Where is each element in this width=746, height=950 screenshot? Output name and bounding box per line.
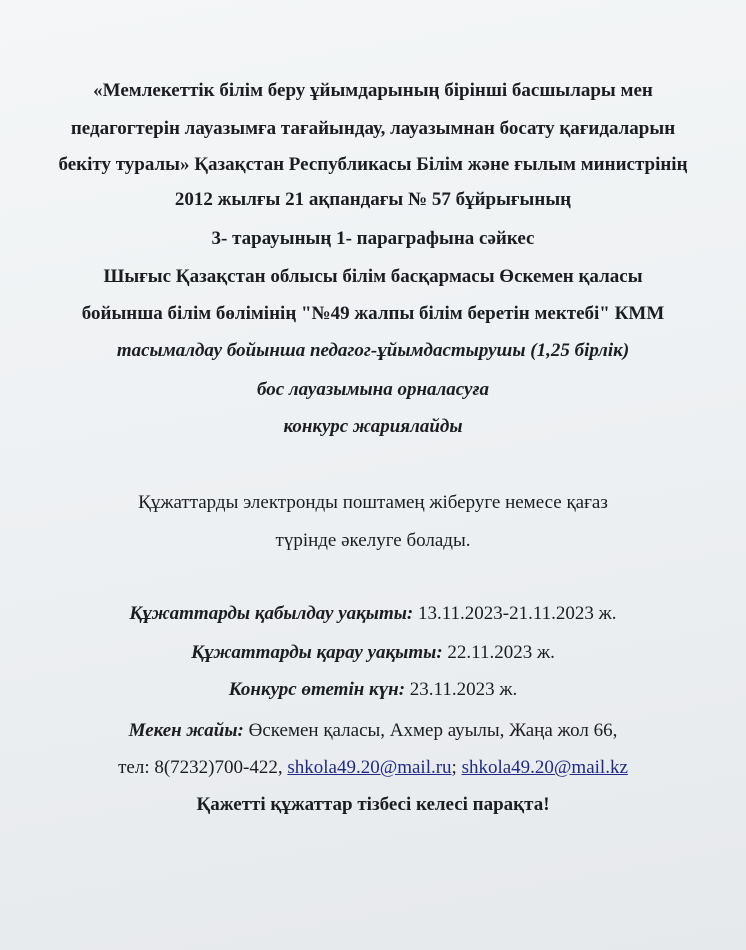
title-line-1: «Мемлекеттік білім беру ұйымдарының бірінші басшылары мен bbox=[93, 80, 653, 101]
address bbox=[0, 719, 746, 743]
review-value: 22.11.2023 ж. bbox=[442, 642, 555, 663]
contest-value: 23.11.2023 ж. bbox=[405, 679, 518, 700]
phone-text: тел: 8(7232)700-422, bbox=[118, 757, 288, 778]
title-line-5: 3- тарауының 1- параграфына сәйкес bbox=[211, 228, 535, 249]
review-period bbox=[0, 641, 746, 665]
title-line-7: бойынша білім бөлімінің "№49 жалпы білім беретін мектебі" КММ bbox=[81, 303, 665, 324]
acceptance-value: 13.11.2023-21.11.2023 ж. bbox=[413, 603, 617, 624]
position-line-2: бос лауазымына орналасуға bbox=[257, 379, 489, 400]
submission-line-2: түрінде әкелуге болады. bbox=[275, 530, 471, 551]
acceptance-label: Құжаттарды қабылдау уақыты: bbox=[129, 603, 414, 624]
email-separator: ; bbox=[451, 757, 462, 778]
title-line-6: Шығыс Қазақстан облысы білім басқармасы Өскемен қаласы bbox=[103, 266, 643, 287]
title-line-2: педагогтерін лауазымға тағайындау, лауазымнан босату қағидаларын bbox=[70, 118, 676, 139]
acceptance-period bbox=[0, 602, 746, 626]
contest-date bbox=[0, 678, 746, 702]
position-line-3: конкурс жариялайды bbox=[283, 416, 463, 437]
email-link-ru[interactable]: shkola49.20@mail.ru bbox=[287, 757, 452, 778]
footer-note: Қажетті құжаттар тізбесі келесі парақта! bbox=[196, 794, 550, 815]
submission-line-1: Құжаттарды электронды поштамең жіберуге немесе қағаз bbox=[138, 492, 608, 513]
title-line-3: бекіту туралы» Қазақстан Республикасы Білім және ғылым министрінің bbox=[58, 154, 688, 175]
title-line-4: 2012 жылғы 21 ақпандағы № 57 бұйрығының bbox=[174, 189, 572, 210]
contacts bbox=[0, 756, 746, 780]
contest-label: Конкурс өтетін күн: bbox=[228, 679, 406, 700]
address-label: Мекен жайы: bbox=[128, 720, 244, 741]
review-label: Құжаттарды қарау уақыты: bbox=[191, 642, 443, 663]
position-line-1: тасымалдау бойынша педагог-ұйымдастырушы (1,25 бірлік) bbox=[116, 340, 630, 361]
email-link-kz[interactable]: shkola49.20@mail.kz bbox=[461, 757, 628, 778]
address-value: Өскемен қаласы, Ахмер ауылы, Жаңа жол 66, bbox=[243, 720, 618, 741]
